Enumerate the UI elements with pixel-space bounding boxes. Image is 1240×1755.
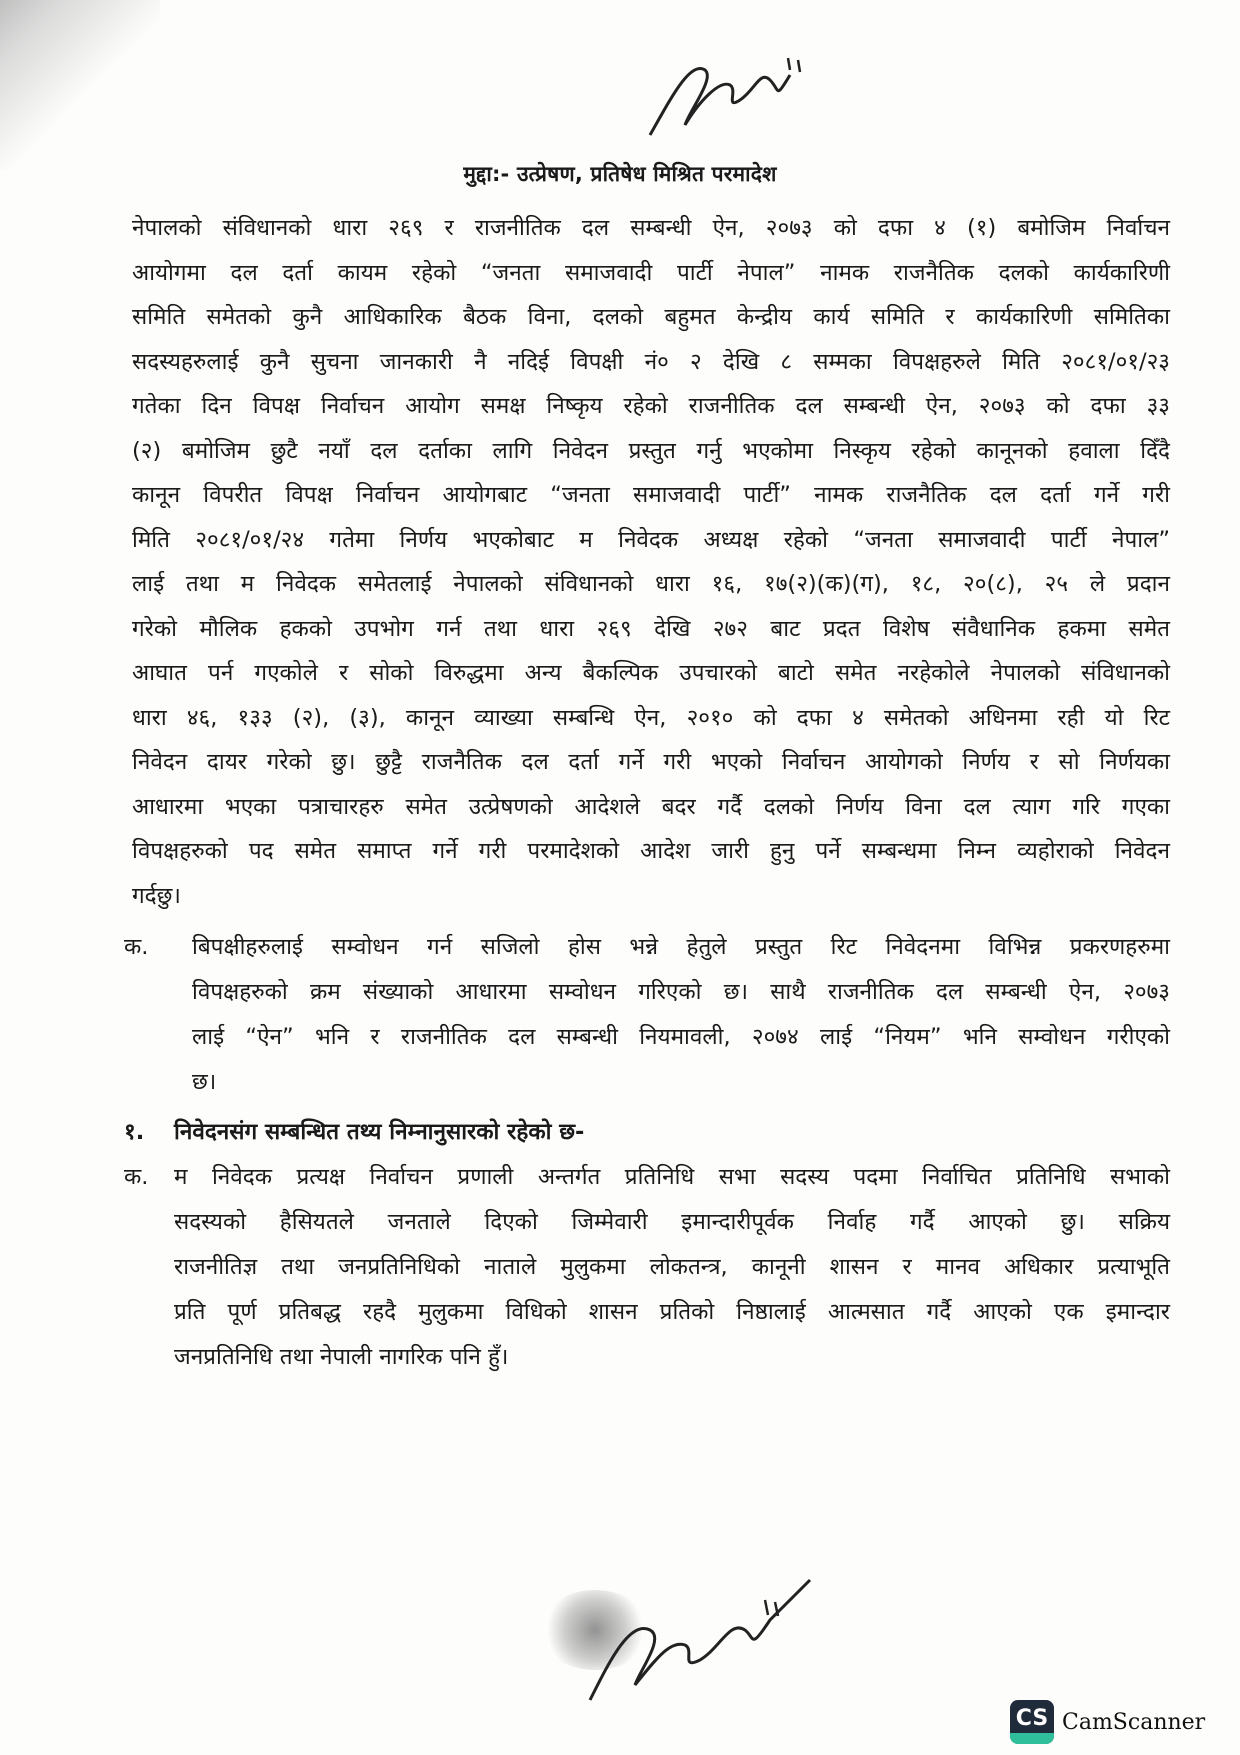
text-line: छ। [192, 1069, 217, 1095]
clause-marker: क. [124, 1164, 149, 1190]
text-line: सदस्यको हैसियतले जनताले दिएको जिम्मेवारी इमान्दारीपूर्वक निर्वाह गर्दै आएको छु। सक्रिय [174, 1209, 1170, 1235]
signature-top [630, 40, 830, 150]
text-line: समिति समेतको कुनै आधिकारिक बैठक विना, दलको बहुमत केन्द्रीय कार्य समिति र कार्यकारिणी समितिका [132, 304, 1170, 330]
scan-corner-shadow [0, 0, 160, 170]
text-line: बिपक्षीहरुलाई सम्वोधन गर्न सजिलो होस भन्ने हेतुले प्रस्तुत रिट निवेदनमा विभिन्न प्रकरणहरुमा [192, 934, 1170, 960]
text-line: जनप्रतिनिधि तथा नेपाली नागरिक पनि हुँ। [174, 1344, 509, 1370]
text-line: राजनीतिज्ञ तथा जनप्रतिनिधिको नाताले मुलुकमा लोकतन्त्र, कानूनी शासन र मानव अधिकार प्रत्याभूति [174, 1254, 1170, 1280]
text-line: आघात पर्न गएकोले र सोको विरुद्धमा अन्य बैकल्पिक उपचारको बाटो समेत नरहेकोले नेपालको संविधानको [132, 660, 1170, 686]
clause-1-ka [124, 1155, 1170, 1385]
text-line: आयोगमा दल दर्ता कायम रहेको “जनता समाजवादी पार्टी नेपाल” नामक राजनैतिक दलको कार्यकारिणी [132, 259, 1170, 286]
text-line: कानून विपरीत विपक्ष निर्वाचन आयोगबाट “जनता समाजवादी पार्टी” नामक राजनैतिक दल दर्ता गर्ने गरी [132, 482, 1170, 508]
text-line: नेपालको संविधानको धारा २६९ र राजनीतिक दल सम्बन्धी ऐन, २०७३ को दफा ४ (१) बमोजिम निर्वाचन [132, 215, 1170, 241]
text-line: प्रति पूर्ण प्रतिबद्ध रहदै मुलुकमा विधिको शासन प्रतिको निष्ठालाई आत्मसात गर्दै आएको एक इमान्दार [174, 1299, 1170, 1325]
text-line: विपक्षहरुको क्रम संख्याको आधारमा सम्वोधन गरिएको छ। साथै राजनीतिक दल सम्बन्धी ऐन, २०७३ [192, 979, 1170, 1005]
text-line: मिति २०८१/०१/२४ गतेमा निर्णय भएकोबाट म निवेदक अध्यक्ष रहेको “जनता समाजवादी पार्टी नेपाल” [132, 526, 1170, 553]
text-line: म निवेदक प्रत्यक्ष निर्वाचन प्रणाली अन्तर्गत प्रतिनिधि सभा सदस्य पदमा निर्वाचित प्रतिनिधि सभाको [174, 1164, 1170, 1190]
text-line: लाई “ऐन” भनि र राजनीतिक दल सम्बन्धी नियमावली, २०७४ लाई “नियम” भनि सम्वोधन गरीएको [192, 1024, 1170, 1050]
camscanner-label: CamScanner [1062, 1709, 1206, 1735]
text-line: गर्दछु। [132, 882, 181, 909]
text-line: लाई तथा म निवेदक समेतलाई नेपालको संविधानको धारा १६, १७(२)(क)(ग), १८, २०(८), २५ ले प्रदान [132, 571, 1170, 597]
intro-paragraph [132, 206, 1170, 918]
camscanner-watermark [1010, 1700, 1205, 1744]
signature-bottom [570, 1560, 830, 1710]
text-line: विपक्षहरुको पद समेत समाप्त गर्ने गरी परमादेशको आदेश जारी हुनु पर्ने सम्बन्धमा निम्न व्यहोराको निवेदन [132, 838, 1170, 864]
text-line: गरेको मौलिक हकको उपभोग गर्न तथा धारा २६९ देखि २७२ बाट प्रदत विशेष संवैधानिक हकमा समेत [132, 615, 1170, 642]
text-line: सदस्यहरुलाई कुनै सुचना जानकारी नै नदिई विपक्षी नं० २ देखि ८ सम्मका विपक्षहरुले मिति २०८१/०१/२३ [132, 348, 1170, 375]
text-line: धारा ४६, १३३ (२), (३), कानून व्याख्या सम्बन्धि ऐन, २०१० को दफा ४ समेतको अधिनमा रही यो रिट [132, 704, 1170, 731]
section-marker: १. [124, 1119, 145, 1145]
camscanner-logo-icon: CS [1010, 1700, 1054, 1744]
text-line: निवेदन दायर गरेको छु। छुट्टै राजनैतिक दल दर्ता गर्ने गरी भएको निर्वाचन आयोगको निर्णय र सो निर्णयका [132, 749, 1170, 775]
text-line: गतेका दिन विपक्ष निर्वाचन आयोग समक्ष निष्कृय रहेको राजनीतिक दल सम्बन्धी ऐन, २०७३ को दफा ३३ [132, 393, 1170, 419]
clause-ka [124, 925, 1170, 1105]
text-line: (२) बमोजिम छुटै नयाँ दल दर्ताका लागि निवेदन प्रस्तुत गर्नु भएकोमा निस्कृय रहेको कानूनको हवाला दिँदै [132, 437, 1170, 464]
clause-marker: क. [124, 934, 149, 960]
case-subject-title: मुद्दा:- उत्प्रेषण, प्रतिषेध मिश्रित परमादेश [463, 162, 777, 186]
section-heading-text: निवेदनसंग सम्बन्धित तथ्य निम्नानुसारको रहेको छ- [174, 1119, 585, 1145]
section-1-heading [124, 1110, 1170, 1155]
text-line: आधारमा भएका पत्राचारहरु समेत उत्प्रेषणको आदेशले बदर गर्दै दलको निर्णय विना दल त्याग गरि गएका [132, 793, 1170, 820]
